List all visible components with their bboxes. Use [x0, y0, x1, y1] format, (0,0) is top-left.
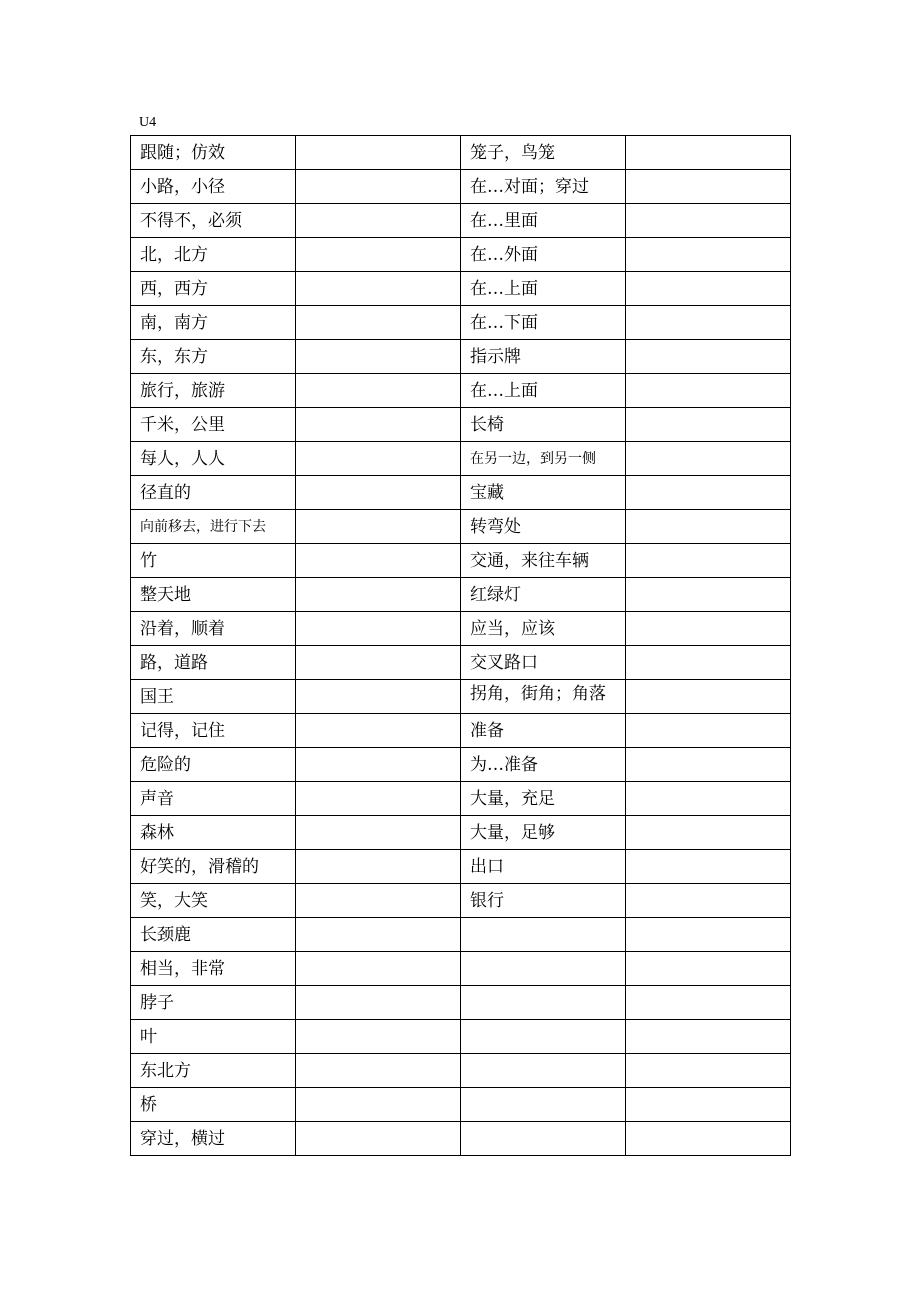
table-row [131, 340, 791, 374]
answer-blank-cell[interactable] [296, 306, 461, 340]
chinese-meaning-text: 拐角，街角；角落 [470, 684, 606, 704]
answer-blank-cell[interactable] [296, 238, 461, 272]
table-row [131, 748, 791, 782]
chinese-meaning-cell: 在…上面 [461, 272, 626, 306]
chinese-meaning-cell: 西，西方 [131, 272, 296, 306]
chinese-meaning-cell: 大量，足够 [461, 816, 626, 850]
answer-blank-cell[interactable] [296, 986, 461, 1020]
table-row [131, 612, 791, 646]
answer-blank-cell[interactable] [296, 1122, 461, 1156]
table-row [131, 782, 791, 816]
table-row [131, 1088, 791, 1122]
chinese-meaning-cell: 沿着，顺着 [131, 612, 296, 646]
answer-blank-cell[interactable] [626, 646, 791, 680]
chinese-meaning-cell: 在…下面 [461, 306, 626, 340]
table-row [131, 918, 791, 952]
answer-blank-cell[interactable] [626, 272, 791, 306]
answer-blank-cell[interactable] [626, 680, 791, 714]
answer-blank-cell[interactable] [626, 816, 791, 850]
answer-blank-cell[interactable] [626, 714, 791, 748]
answer-blank-cell[interactable] [626, 612, 791, 646]
chinese-meaning-cell: 大量，充足 [461, 782, 626, 816]
chinese-meaning-cell: 银行 [461, 884, 626, 918]
answer-blank-cell[interactable] [626, 544, 791, 578]
table-row [131, 680, 791, 714]
answer-blank-cell[interactable] [626, 136, 791, 170]
chinese-meaning-cell: 指示牌 [461, 340, 626, 374]
answer-blank-cell[interactable] [296, 850, 461, 884]
table-row [131, 272, 791, 306]
answer-blank-cell[interactable] [626, 442, 791, 476]
answer-blank-cell[interactable] [626, 748, 791, 782]
answer-blank-cell[interactable] [626, 204, 791, 238]
answer-blank-cell[interactable] [626, 1054, 791, 1088]
answer-blank-cell[interactable] [296, 136, 461, 170]
chinese-meaning-cell: 转弯处 [461, 510, 626, 544]
chinese-meaning-cell [461, 1054, 626, 1088]
answer-blank-cell[interactable] [296, 408, 461, 442]
chinese-meaning-cell: 危险的 [131, 748, 296, 782]
chinese-meaning-cell: 记得，记住 [131, 714, 296, 748]
chinese-meaning-cell: 森林 [131, 816, 296, 850]
chinese-meaning-cell: 为…准备 [461, 748, 626, 782]
answer-blank-cell[interactable] [626, 306, 791, 340]
answer-blank-cell[interactable] [626, 340, 791, 374]
chinese-meaning-cell: 东北方 [131, 1054, 296, 1088]
chinese-meaning-cell [461, 1122, 626, 1156]
answer-blank-cell[interactable] [296, 340, 461, 374]
chinese-meaning-cell: 脖子 [131, 986, 296, 1020]
answer-blank-cell[interactable] [296, 884, 461, 918]
chinese-meaning-cell: 旅行，旅游 [131, 374, 296, 408]
answer-blank-cell[interactable] [296, 714, 461, 748]
chinese-meaning-cell: 在…对面；穿过 [461, 170, 626, 204]
vocabulary-table [130, 135, 791, 1156]
answer-blank-cell[interactable] [626, 578, 791, 612]
table-row [131, 850, 791, 884]
answer-blank-cell[interactable] [626, 782, 791, 816]
chinese-meaning-cell: 相当，非常 [131, 952, 296, 986]
answer-blank-cell[interactable] [296, 544, 461, 578]
chinese-meaning-cell: 在另一边，到另一侧 [461, 442, 626, 476]
answer-blank-cell[interactable] [626, 238, 791, 272]
chinese-meaning-cell: 桥 [131, 1088, 296, 1122]
table-row [131, 170, 791, 204]
chinese-meaning-cell: 每人，人人 [131, 442, 296, 476]
answer-blank-cell[interactable] [626, 408, 791, 442]
chinese-meaning-cell: 南，南方 [131, 306, 296, 340]
answer-blank-cell[interactable] [626, 1122, 791, 1156]
page-title: U4 [139, 115, 157, 130]
chinese-meaning-cell [461, 918, 626, 952]
chinese-meaning-cell: 好笑的，滑稽的 [131, 850, 296, 884]
table-row [131, 442, 791, 476]
answer-blank-cell[interactable] [296, 612, 461, 646]
table-row [131, 1054, 791, 1088]
answer-blank-cell[interactable] [296, 578, 461, 612]
chinese-meaning-cell: 交通，来往车辆 [461, 544, 626, 578]
chinese-meaning-cell: 交叉路口 [461, 646, 626, 680]
answer-blank-cell[interactable] [626, 850, 791, 884]
chinese-meaning-cell: 穿过，横过 [131, 1122, 296, 1156]
chinese-meaning-cell: 笑，大笑 [131, 884, 296, 918]
answer-blank-cell[interactable] [296, 510, 461, 544]
answer-blank-cell[interactable] [296, 816, 461, 850]
answer-blank-cell[interactable] [626, 510, 791, 544]
chinese-meaning-cell: 竹 [131, 544, 296, 578]
chinese-meaning-cell: 小路，小径 [131, 170, 296, 204]
chinese-meaning-cell: 出口 [461, 850, 626, 884]
chinese-meaning-cell: 跟随；仿效 [131, 136, 296, 170]
table-row [131, 238, 791, 272]
answer-blank-cell[interactable] [626, 986, 791, 1020]
answer-blank-cell[interactable] [296, 442, 461, 476]
chinese-meaning-cell: 在…上面 [461, 374, 626, 408]
chinese-meaning-cell: 宝藏 [461, 476, 626, 510]
table-row [131, 510, 791, 544]
answer-blank-cell[interactable] [296, 646, 461, 680]
chinese-meaning-cell: 长椅 [461, 408, 626, 442]
table-row [131, 986, 791, 1020]
chinese-meaning-cell: 北，北方 [131, 238, 296, 272]
answer-blank-cell[interactable] [626, 170, 791, 204]
answer-blank-cell[interactable] [296, 476, 461, 510]
answer-blank-cell[interactable] [296, 1054, 461, 1088]
answer-blank-cell[interactable] [296, 1020, 461, 1054]
table-row [131, 884, 791, 918]
chinese-meaning-cell: 不得不，必须 [131, 204, 296, 238]
chinese-meaning-cell: 长颈鹿 [131, 918, 296, 952]
table-row [131, 306, 791, 340]
chinese-meaning-cell: 准备 [461, 714, 626, 748]
answer-blank-cell[interactable] [296, 918, 461, 952]
table-row [131, 476, 791, 510]
chinese-meaning-cell: 向前移去，进行下去 [131, 510, 296, 544]
chinese-meaning-cell: 笼子，鸟笼 [461, 136, 626, 170]
answer-blank-cell[interactable] [626, 1020, 791, 1054]
chinese-meaning-cell: 红绿灯 [461, 578, 626, 612]
chinese-meaning-cell: 叶 [131, 1020, 296, 1054]
chinese-meaning-cell [461, 680, 626, 714]
answer-blank-cell[interactable] [296, 272, 461, 306]
answer-blank-cell[interactable] [296, 170, 461, 204]
answer-blank-cell[interactable] [626, 374, 791, 408]
chinese-meaning-cell: 整天地 [131, 578, 296, 612]
answer-blank-cell[interactable] [296, 952, 461, 986]
chinese-meaning-cell: 径直的 [131, 476, 296, 510]
chinese-meaning-cell [461, 1088, 626, 1122]
answer-blank-cell[interactable] [626, 1088, 791, 1122]
chinese-meaning-cell: 在…外面 [461, 238, 626, 272]
answer-blank-cell[interactable] [626, 918, 791, 952]
answer-blank-cell[interactable] [296, 1088, 461, 1122]
table-row [131, 408, 791, 442]
answer-blank-cell[interactable] [296, 748, 461, 782]
chinese-meaning-cell [461, 952, 626, 986]
table-row [131, 714, 791, 748]
table-row [131, 816, 791, 850]
chinese-meaning-cell: 国王 [131, 680, 296, 714]
answer-blank-cell[interactable] [626, 884, 791, 918]
chinese-meaning-cell: 在…里面 [461, 204, 626, 238]
chinese-meaning-cell: 声音 [131, 782, 296, 816]
table-row [131, 1122, 791, 1156]
chinese-meaning-cell: 东，东方 [131, 340, 296, 374]
table-row [131, 204, 791, 238]
table-row [131, 1020, 791, 1054]
chinese-meaning-cell: 千米，公里 [131, 408, 296, 442]
answer-blank-cell[interactable] [296, 374, 461, 408]
chinese-meaning-cell: 路，道路 [131, 646, 296, 680]
table-row [131, 374, 791, 408]
answer-blank-cell[interactable] [626, 952, 791, 986]
answer-blank-cell[interactable] [296, 204, 461, 238]
table-row [131, 136, 791, 170]
answer-blank-cell[interactable] [296, 782, 461, 816]
table-row [131, 952, 791, 986]
chinese-meaning-cell [461, 1020, 626, 1054]
answer-blank-cell[interactable] [296, 680, 461, 714]
table-row [131, 646, 791, 680]
answer-blank-cell[interactable] [626, 476, 791, 510]
table-row [131, 578, 791, 612]
table-row [131, 544, 791, 578]
chinese-meaning-cell [461, 986, 626, 1020]
chinese-meaning-cell: 应当，应该 [461, 612, 626, 646]
